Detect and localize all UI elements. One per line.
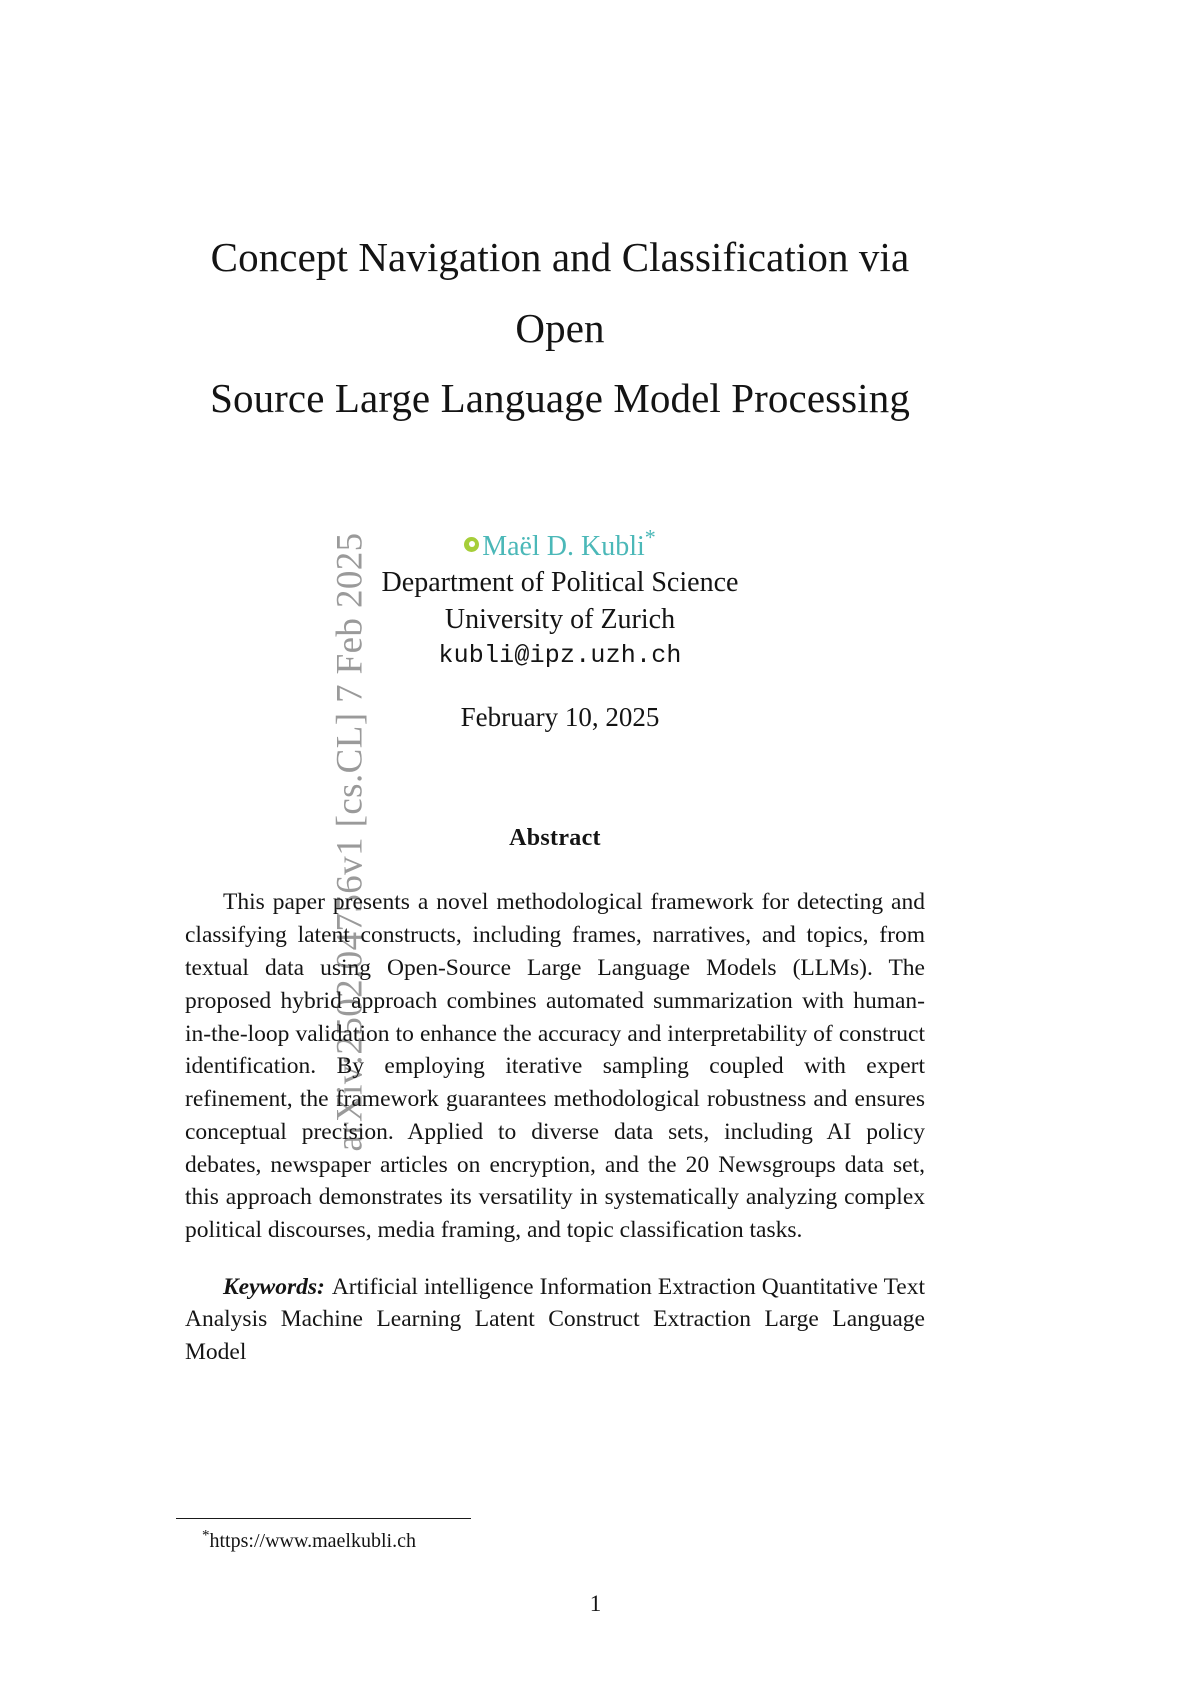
abstract-body: This paper presents a novel methodological framework for detecting and classifying latent constructs, including frames, narratives, and topics, from textual data using Open-Source Large Language Models (LLMs). The proposed hybrid approach combines automated summarization with human-in-the-loop validation to enhance the accuracy and interpretability of construct identification. By employing iterative sampling coupled with expert refinement, the framework guarantees methodological robustness and ensures conceptual precision. Applied to diverse data sets, including AI policy debates, newspaper articles on encryption, and the 20 Newsgroups data set, this approach demonstrates its versatility in systematically analyzing complex political discourses, media framing, and topic classification tasks.: [185, 889, 925, 1244]
page-number: 1: [589, 1591, 602, 1616]
author-block: [176, 524, 944, 734]
author-email: kubli@ipz.uzh.ch: [438, 641, 682, 671]
footnote-divider: [176, 1518, 471, 1519]
author-name-line: [176, 524, 944, 564]
arxiv-identifier-text: arXiv:2502.04756v1 [cs.CL] 7 Feb 2025: [329, 532, 371, 1152]
keywords-label: Keywords:: [223, 1273, 325, 1300]
author-institution: University of Zurich: [444, 603, 676, 635]
paper-date: February 10, 2025: [460, 702, 660, 733]
keywords-text: Artificial intelligence Information Extraction Quantitative Text Analysis Machine Learning Latent Construct Extraction Large Language Model: [185, 1273, 925, 1366]
footnote-marker: *: [202, 1527, 210, 1544]
author-footnote-marker[interactable]: *: [644, 524, 656, 550]
paper-content-column: [176, 0, 944, 1684]
title-line-2: Source Large Language Model Processing: [210, 375, 910, 422]
abstract-heading: Abstract: [509, 825, 601, 852]
footnote: [202, 1527, 416, 1553]
author-department: Department of Political Science: [381, 566, 739, 598]
page-title: [176, 0, 944, 434]
keywords-line: [185, 1271, 925, 1369]
title-line-1: Concept Navigation and Classification via Open: [210, 234, 910, 351]
abstract-section: [185, 825, 925, 1368]
author-name[interactable]: Maël D. Kubli: [482, 530, 645, 562]
footnote-url[interactable]: https://www.maelkubli.ch: [209, 1530, 416, 1552]
orcid-icon[interactable]: [464, 537, 479, 552]
